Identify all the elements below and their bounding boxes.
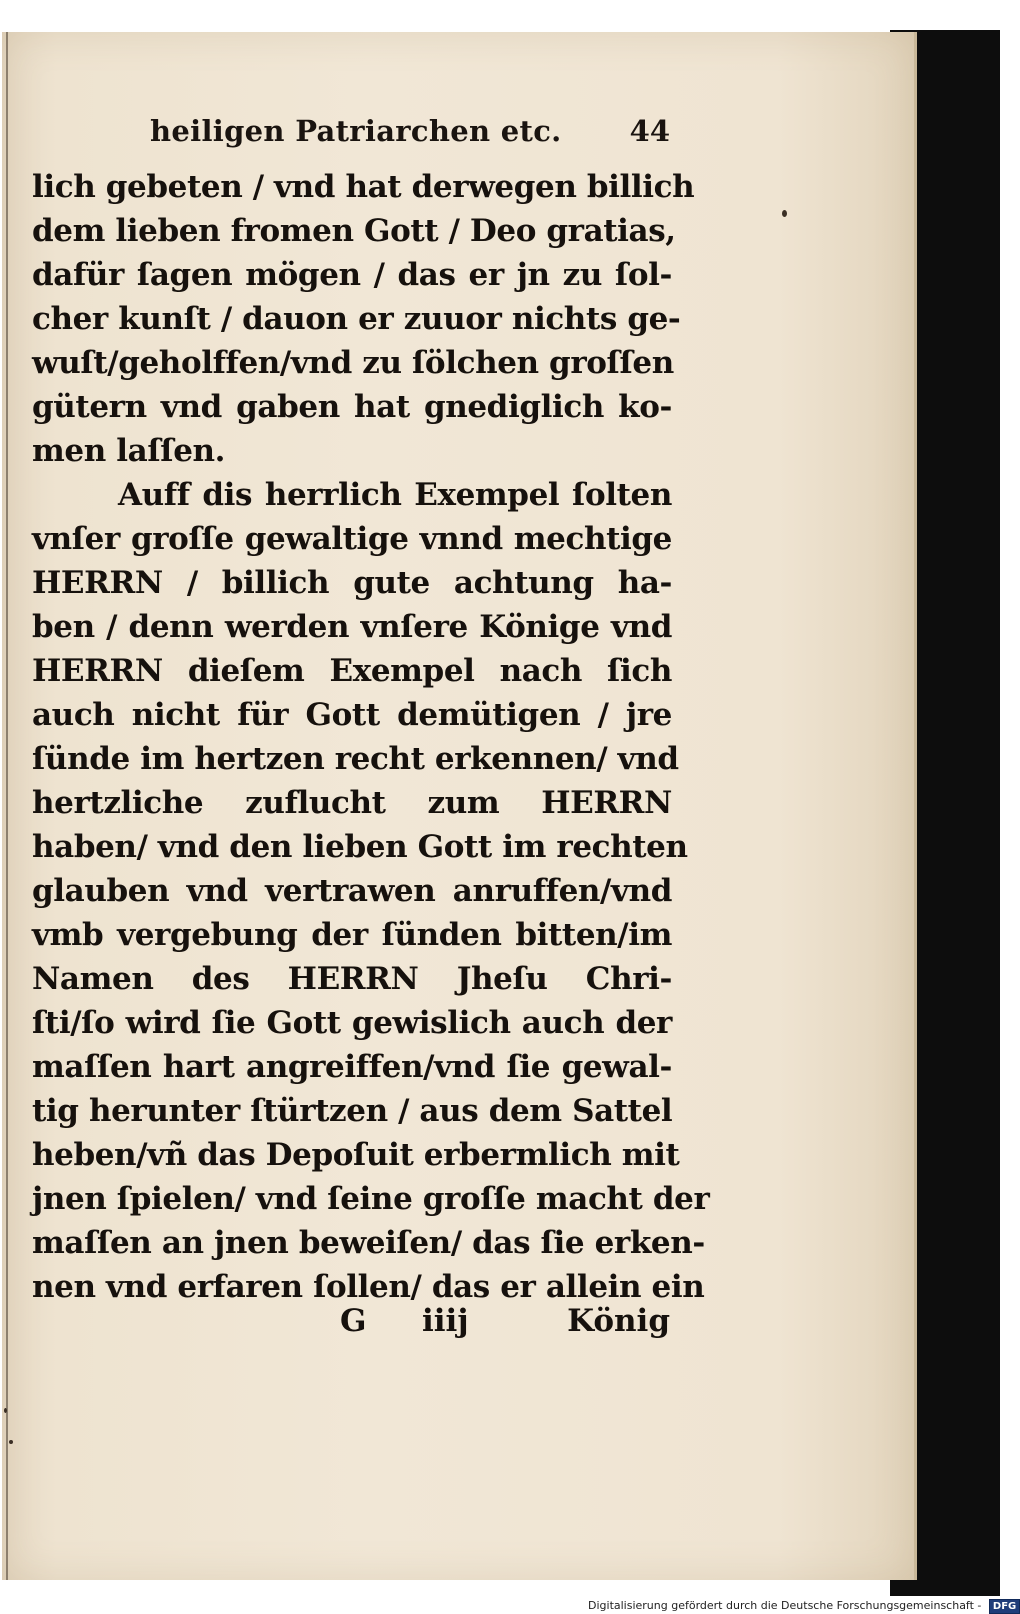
- text-line: dafür ſagen mögen / das er jn zu ſol-: [32, 257, 672, 293]
- text-line: jnen ſpielen/ vnd ſeine groſſe macht der: [32, 1181, 710, 1217]
- text-line: glauben vnd vertrawen anruffen/vnd: [32, 873, 672, 909]
- text-line: Namen des HERRN Jheſu Chri-: [32, 961, 672, 997]
- text-line: HERRN / billich gute achtung ha-: [32, 565, 672, 601]
- text-line: ben / denn werden vnſere Könige vnd: [32, 609, 672, 645]
- ink-speck: [9, 1440, 13, 1444]
- signature-number: iiij: [422, 1303, 469, 1339]
- text-line: men laſſen.: [32, 433, 226, 469]
- ink-speck: [4, 1408, 7, 1413]
- text-line: lich gebeten / vnd hat derwegen billich: [32, 169, 695, 205]
- text-line: haben/ vnd den lieben Gott im rechten: [32, 829, 688, 865]
- text-line: tig herunter ſtürtzen / aus dem Sattel: [32, 1093, 673, 1129]
- text-line: dem lieben fromen Gott / Deo gratias,: [32, 213, 676, 249]
- catchword: König: [567, 1303, 670, 1339]
- text-line: hertzliche zuflucht zum HERRN: [32, 785, 672, 821]
- catchline: [340, 1296, 670, 1346]
- signature-mark: G: [340, 1303, 367, 1339]
- text-line: heben/vñ das Depoſuit erbermlich mit: [32, 1137, 680, 1173]
- page-gutter-edge: [6, 32, 8, 1580]
- text-line: cher kunſt / dauon er zuuor nichts ge-: [32, 301, 681, 337]
- text-line: maſſen hart angreiffen/vnd ſie gewal-: [32, 1049, 672, 1085]
- text-line: ſti/ſo wird ſie Gott gewislich auch der: [32, 1005, 672, 1041]
- text-line: auch nicht für Gott demütigen / jre: [32, 697, 672, 733]
- folio-number: 44: [629, 114, 670, 148]
- text-line: nen vnd erfaren ſollen/ das er allein ein: [32, 1269, 705, 1305]
- body-text: [32, 165, 710, 1309]
- text-line: maſſen an jnen beweiſen/ das ſie erken-: [32, 1225, 705, 1261]
- page-header: [150, 114, 670, 160]
- running-title: heiligen Patriarchen etc.: [150, 114, 562, 148]
- text-line: HERRN dieſem Exempel nach ſich: [32, 653, 672, 689]
- text-line: wuſt/geholffen/vnd zu ſölchen groſſen: [32, 345, 674, 381]
- ink-speck: [782, 210, 787, 217]
- text-line: vmb vergebung der ſünden bitten/im: [32, 917, 672, 953]
- dfg-logo: DFG: [989, 1599, 1020, 1614]
- text-line: vnſer groſſe gewaltige vnnd mechtige: [32, 521, 672, 557]
- text-line: ſünde im hertzen recht erkennen/ vnd: [32, 741, 679, 777]
- credit-text: Digitalisierung gefördert durch die Deutsche Forschungsgemeinschaft -: [588, 1599, 982, 1612]
- text-line: gütern vnd gaben hat gnediglich ko-: [32, 389, 672, 425]
- paragraph-start-line: Auff dis herrlich Exempel ſolten: [118, 477, 672, 513]
- digitization-credit: [588, 1598, 1017, 1614]
